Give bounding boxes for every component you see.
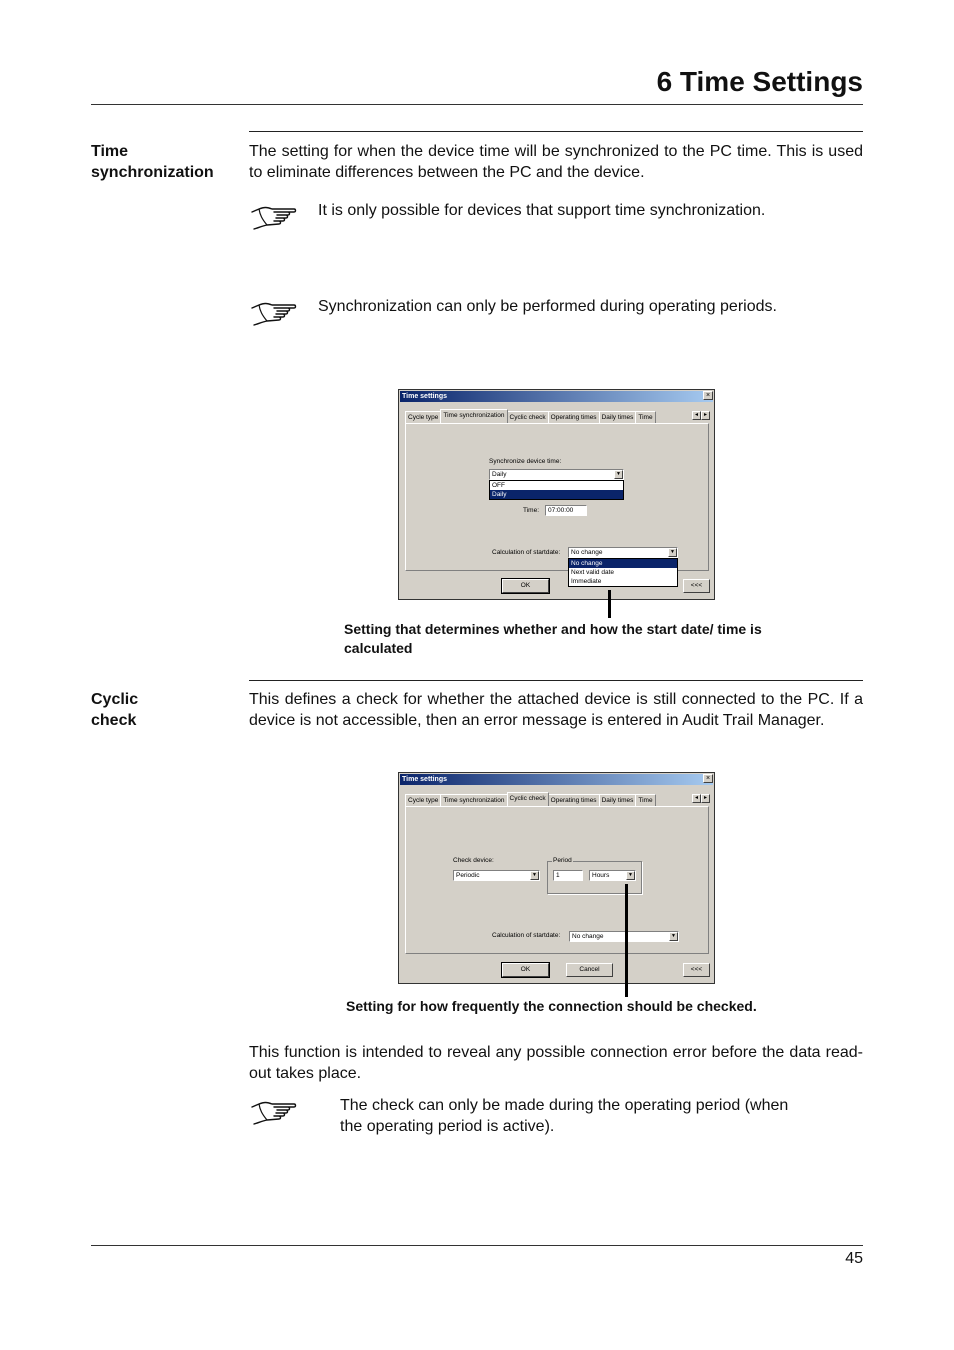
close-icon[interactable]: × — [703, 391, 713, 400]
arrow-left-icon[interactable]: ◂ — [692, 794, 701, 803]
time-input[interactable]: 07:00:00 — [545, 505, 587, 516]
section-rule — [249, 680, 863, 681]
calc-select[interactable]: No change ▼ — [569, 931, 679, 942]
tab-time[interactable]: Time — [635, 411, 655, 423]
arrow-left-icon[interactable]: ◂ — [692, 411, 701, 420]
chevron-down-icon[interactable]: ▼ — [669, 932, 678, 941]
tab-time-synchronization[interactable]: Time synchronization — [440, 409, 507, 423]
chevron-down-icon[interactable]: ▼ — [626, 871, 635, 880]
time-settings-dialog — [398, 389, 715, 600]
tab-cycle-type[interactable]: Cycle type — [405, 411, 441, 423]
ok-button[interactable]: OK — [502, 963, 549, 977]
check-device-select[interactable]: Periodic ▼ — [453, 870, 540, 881]
arrow-right-icon[interactable]: ▸ — [701, 411, 710, 420]
sync-dropdown-list — [489, 480, 624, 500]
sync-select[interactable]: Daily ▼ — [489, 469, 624, 480]
close-icon[interactable]: × — [703, 774, 713, 783]
callout-line — [625, 884, 628, 997]
cancel-button[interactable]: Cancel — [566, 963, 613, 977]
tab-time[interactable]: Time — [635, 794, 655, 806]
pointing-hand-icon — [250, 203, 298, 233]
time-settings-dialog-cyclic — [398, 772, 715, 984]
footer-rule — [91, 1245, 863, 1246]
pointing-hand-icon — [250, 299, 298, 329]
period-unit-select[interactable]: Hours ▼ — [589, 870, 636, 881]
section-rule — [249, 131, 863, 132]
option-next-valid-date[interactable]: Next valid date — [571, 569, 614, 576]
caption-frequency: Setting for how frequently the connection should be checked. — [346, 998, 757, 1014]
header-rule — [91, 104, 863, 105]
tab-cycle-type[interactable]: Cycle type — [405, 794, 441, 806]
cyclic-check-body-2: This function is intended to reveal any possible connection error before the data read-out takes place. — [249, 1044, 863, 1082]
pointing-hand-icon — [250, 1098, 298, 1128]
calc-label: Calculation of startdate: — [492, 549, 561, 556]
option-daily[interactable]: Daily — [490, 490, 623, 499]
sync-label: Synchronize device time: — [489, 458, 562, 465]
tab-daily-times[interactable]: Daily times — [599, 794, 637, 806]
page-number: 45 — [845, 1250, 863, 1267]
tab-cyclic-check[interactable]: Cyclic check — [507, 411, 549, 423]
chevron-down-icon[interactable]: ▼ — [530, 871, 539, 880]
tab-time-synchronization[interactable]: Time synchronization — [440, 794, 507, 806]
chevron-down-icon[interactable]: ▼ — [668, 548, 677, 557]
calc-label: Calculation of startdate: — [492, 932, 561, 939]
chevron-down-icon[interactable]: ▼ — [614, 470, 623, 479]
time-label: Time: — [523, 507, 540, 514]
note-operating-periods: Synchronization can only be performed during operating periods. — [318, 298, 777, 315]
note-support: It is only possible for devices that support time synchronization. — [318, 202, 766, 219]
calc-select[interactable]: No change ▼ — [568, 547, 678, 558]
dialog-titlebar: Time settings — [400, 391, 713, 402]
tab-panel — [405, 423, 709, 585]
side-heading-time-sync: Time synchronization — [91, 143, 214, 181]
check-device-label: Check device: — [453, 857, 494, 864]
option-off[interactable]: OFF — [492, 482, 505, 489]
side-heading-cyclic-check: Cyclic check — [91, 691, 139, 729]
tab-scroll — [692, 411, 710, 420]
note-operating-period: The check can only be made during the operating period (when the operating period is active). — [340, 1097, 789, 1135]
chapter-title: 6 Time Settings — [656, 66, 863, 97]
tab-operating-times[interactable]: Operating times — [548, 411, 600, 423]
dialog-titlebar: Time settings — [400, 774, 713, 785]
option-immediate[interactable]: Immediate — [571, 578, 602, 585]
collapse-button[interactable]: <<< — [683, 963, 710, 977]
period-input[interactable]: 1 — [553, 870, 583, 881]
ok-button[interactable]: OK — [502, 579, 549, 593]
tab-cyclic-check[interactable]: Cyclic check — [507, 792, 549, 806]
caption-startdate: Setting that determines whether and how the start date/ time is calculated — [344, 621, 762, 656]
period-label: Period — [553, 857, 572, 864]
cyclic-check-body: This defines a check for whether the attached device is still connected to the PC. If a device is not accessible, then an error message is entered in Audit Trail Manager. — [249, 691, 863, 729]
option-no-change[interactable]: No change — [569, 559, 677, 568]
arrow-right-icon[interactable]: ▸ — [701, 794, 710, 803]
tab-strip — [405, 794, 655, 806]
callout-line — [608, 590, 611, 618]
tab-daily-times[interactable]: Daily times — [599, 411, 637, 423]
tab-panel — [405, 806, 709, 954]
tab-strip — [405, 411, 655, 423]
tab-operating-times[interactable]: Operating times — [548, 794, 600, 806]
calc-dropdown-list — [568, 558, 678, 587]
collapse-button[interactable]: <<< — [683, 579, 710, 593]
tab-scroll — [692, 794, 710, 803]
time-sync-body: The setting for when the device time will be synchronized to the PC time. This is used to eliminate differences between the PC and the device. — [249, 143, 863, 181]
